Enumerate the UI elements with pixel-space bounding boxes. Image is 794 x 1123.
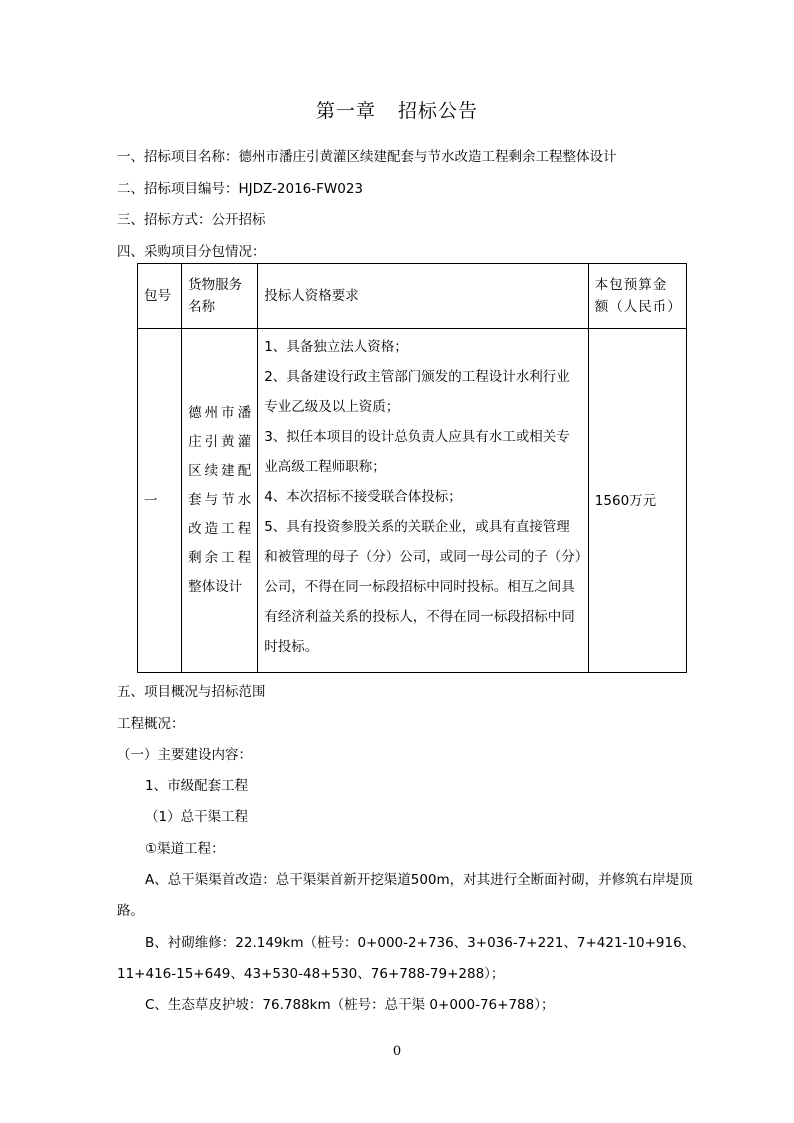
item-packages: 四、采购项目分包情况： bbox=[117, 244, 266, 260]
header-budget: 本包预算金额（人民币） bbox=[588, 264, 686, 329]
cell-service-name: 德州市潘庄引黄灌区续建配套与节水改造工程剩余工程整体设计 bbox=[182, 329, 258, 673]
table-header-row bbox=[138, 264, 687, 329]
overview-label: 工程概况： bbox=[117, 716, 185, 732]
main-content-label: （一）主要建设内容： bbox=[117, 747, 252, 763]
page-number: 0 bbox=[392, 1044, 402, 1059]
item-a-line1: A、总干渠渠首改造：总干渠渠首新开挖渠道500m，对其进行全断面衬砌，并修筑右岸堤顶 bbox=[145, 872, 693, 888]
channel-label: ①渠道工程： bbox=[145, 841, 225, 857]
chapter-title bbox=[0, 99, 794, 123]
header-service-name: 货物服务名称 bbox=[182, 264, 258, 329]
table-row bbox=[138, 329, 687, 673]
sub-heading-1-1: （1）总干渠工程 bbox=[145, 809, 249, 825]
requirement-item: 1、具备独立法人资格； bbox=[264, 339, 408, 355]
requirement-item: 2、具备建设行政主管部门颁发的工程设计水利行业专业乙级及以上资质； bbox=[264, 369, 570, 415]
requirement-item: 4、本次招标不接受联合体投标； bbox=[264, 489, 462, 505]
package-table bbox=[137, 263, 687, 673]
item-a-line2: 路。 bbox=[117, 903, 144, 919]
item-project-number: 二、招标项目编号：HJDZ-2016-FW023 bbox=[117, 181, 364, 197]
cell-budget: 1560万元 bbox=[588, 329, 686, 673]
item-b-line2: 11+416-15+649、43+530-48+530、76+788-79+288）； bbox=[117, 966, 505, 982]
sub-heading-1: 1、市级配套工程 bbox=[145, 778, 249, 794]
cell-requirements bbox=[258, 329, 589, 673]
section5-heading: 五、项目概况与招标范围 bbox=[117, 684, 266, 700]
chapter-name: 招标公告 bbox=[398, 100, 479, 122]
item-bid-method: 三、招标方式：公开招标 bbox=[117, 212, 266, 228]
item-b-line1-wrap bbox=[145, 934, 696, 952]
requirement-item: 5、具有投资参股关系的关联企业，或具有直接管理和被管理的母子（分）公司，或同一母公司的子（分）公司，不得在同一标段招标中同时投标。相互之间具有经济利益关系的投标人，不得在同一标段招标中同时投标。 bbox=[264, 519, 582, 655]
item-project-name: 一、招标项目名称：德州市潘庄引黄灌区续建配套与节水改造工程剩余工程整体设计 bbox=[117, 149, 617, 165]
item-c-line: C、生态草皮护坡：76.788km（桩号：总干渠 0+000-76+788）； bbox=[145, 997, 555, 1013]
requirement-item: 3、拟任本项目的设计总负责人应具有水工或相关专业高级工程师职称； bbox=[264, 429, 570, 475]
chapter-number: 第一章 bbox=[315, 100, 376, 122]
header-package-no: 包号 bbox=[138, 264, 182, 329]
header-qualification: 投标人资格要求 bbox=[258, 264, 589, 329]
item-b-line1: B、衬砌维修：22.149km（桩号：0+000-2+736、3+036-7+221、7+421-10+916、 bbox=[145, 935, 696, 951]
cell-package-no: 一 bbox=[138, 329, 182, 673]
